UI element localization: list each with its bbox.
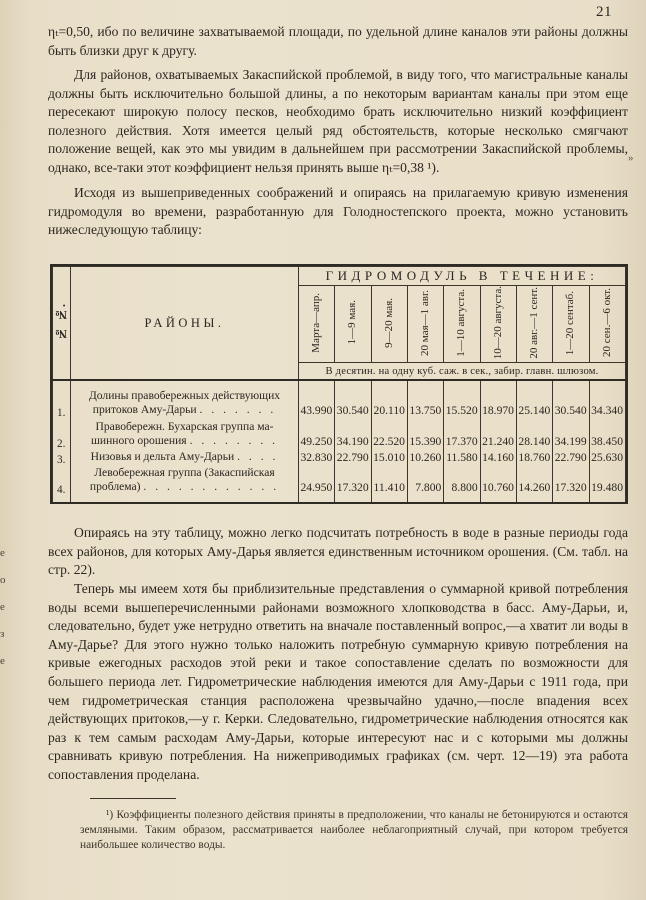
- table-row: 4. Левобережная группа (Закаспийская проблема) . . . . . . . . . . . . 24.950 17.320 11.410 7.800 8.800 10.760 14.260 17.320 19.480: [53, 466, 626, 496]
- period-header: 20 мая—1 авг.: [407, 286, 443, 363]
- paragraph-3: [48, 184, 628, 240]
- table-row: 1. Долины правобережных действующих притоков Аму-Дарьи . . . . . . . 43.990 30.540 20.110 13.750 15.520 18.970 25.140 30.540 34.340: [53, 389, 626, 419]
- period-header: 10—20 августа.: [480, 286, 516, 363]
- table-bottom-gap: [53, 496, 626, 502]
- hydromodule-table: [50, 264, 628, 504]
- paragraph-5-text: Теперь мы имеем хотя бы приблизительные представления о суммарной кривой потребления воды всеми вышеперечисленными районами возможного хлопководства в басс. Аму-Дарьи, и, следовательно, будет уже нетрудно ответить на вначале поставленный вопрос,—а хватит ли воды в Аму-Дарье? Для этого нужно только наложить потребную суммарную кривую потребления на кривые ежегодных расходов этой реки и такое сопоставление сделать по возможности для большего периода лет. Гидрометрические наблюдения имеются для Аму-Дарьи с 1911 года, при чем гидрометрическая станция расположена чрезвычайно удачно,—после впадения всех действующих притоков,—у г. Керки. Следовательно, гидрометрические наблюдения относятся как раз к тем самым расходам Аму-Дарьи, которые интересуют нас и с которыми мы должны сравнивать кривую потребления. На нижеприводимых графиках (см. черт. 12—19) эта работа сопоставления проделана.: [48, 581, 628, 782]
- paragraph-5: [48, 580, 628, 785]
- paragraph-4-text: Опираясь на эту таблицу, можно легко подсчитать потребность в воде в разные периоды года всех районов, для которых Аму-Дарья является единственным источником орошения. (См. табл. на стр. 22).: [48, 525, 628, 578]
- period-header: 1—9 мая.: [335, 286, 371, 363]
- paragraph-3-text: Исходя из вышеприведенных соображений и опираясь на прилагаемую кривую изменения гидромодуля во времени, разработанную для Голодностепского проекта, можно установить нижеследующую таблицу:: [48, 185, 628, 238]
- period-header: 1—20 сентаб.: [553, 286, 589, 363]
- col-no-header: № №.: [53, 267, 71, 381]
- paragraph-2: [48, 66, 628, 178]
- period-header: 9—20 мая.: [371, 286, 407, 363]
- page-number: 21: [596, 4, 612, 20]
- footnote-text: ¹) Коэффициенты полезного действия приняты в предположении, что каналы не бетонируются и остаются земляными. Таким образом, рассматривается наиболее неблагоприятный случай, при котором требуется наибольшее количество воды.: [80, 809, 628, 851]
- footnote: [80, 808, 628, 853]
- margin-marks: е о е з е: [0, 547, 6, 667]
- table-row: 2. Правобережн. Бухарская группа ма- шинного орошения . . . . . . . . 49.250 34.190 22.520 15.390 17.370 21.240 28.140 34.199 38.450: [53, 419, 626, 449]
- col-region-header: РАЙОНЫ.: [71, 267, 299, 381]
- period-header: 20 сен.—6 окт.: [589, 286, 625, 363]
- table-row: 3. Низовья и дельта Аму-Дарьи . . . . 32.830 22.790 15.010 10.260 11.580 14.160 18.760 22.790 25.630: [53, 450, 626, 466]
- paragraph-2-text: Для районов, охватываемых Закаспийской проблемой, в виду того, что магистральные каналы должны быть исключительно большой длины, а по некоторым вариантам каналы при этом еще пересекают широкую полосу песков, необходимо брать исключительно низкий коэффициент полезного действия. Хотя имеется целый ряд обстоятельств, которые несколько смягчают положение вещей, как это мы увидим в дальнейшем при рассмотрении Закаспийской проблемы, однако, все-таки этот коэффициент нельзя принять выше ηₜ=0,38 ¹).: [48, 67, 628, 175]
- period-header: Марта—апр.: [299, 286, 335, 363]
- paragraph-1-text: ηₜ=0,50, ибо по величине захватываемой площади, по удельной длине каналов эти районы должны быть близки друг к другу.: [48, 24, 628, 58]
- paragraph-1: [48, 23, 628, 60]
- paragraph-4: [48, 524, 628, 580]
- units-row: В десятин. на одну куб. саж. в сек., забир. главн. шлюзом.: [299, 363, 626, 381]
- group-header: ГИДРОМОДУЛЬ В ТЕЧЕНИЕ:: [299, 267, 626, 286]
- period-header: 20 авг.—1 сент.: [516, 286, 552, 363]
- footnote-rule: [90, 798, 176, 799]
- side-mark: »: [628, 152, 634, 164]
- table-spacer: [53, 380, 626, 389]
- period-header: 1—10 августа.: [444, 286, 480, 363]
